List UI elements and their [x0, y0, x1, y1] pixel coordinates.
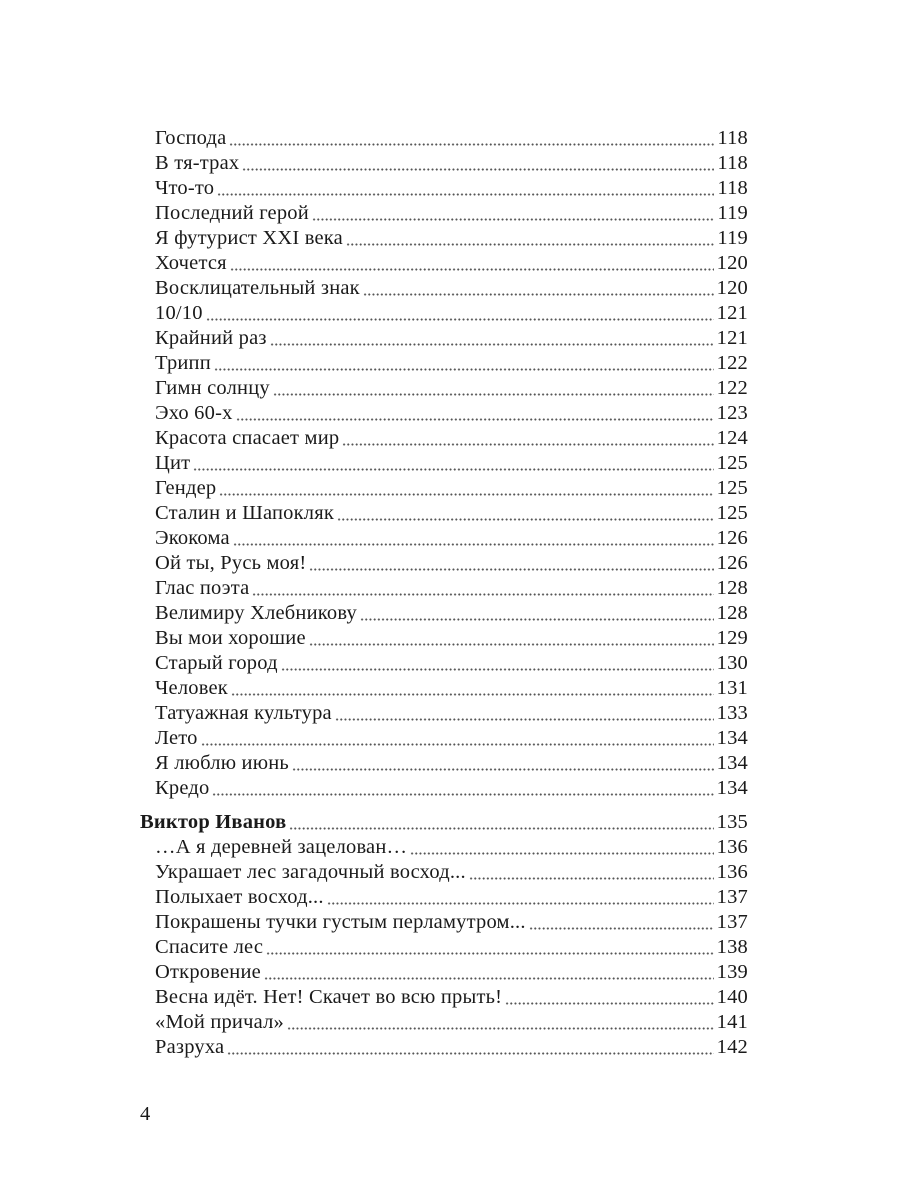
toc-dot-leader [469, 877, 714, 880]
toc-entry-title: Сталин и Шапокляк [155, 502, 334, 524]
toc-page-number: 125 [716, 452, 748, 474]
toc-page-number: 134 [716, 777, 748, 799]
toc-entry [140, 651, 748, 676]
toc-dot-leader [360, 618, 714, 621]
toc-dot-leader [505, 1002, 713, 1005]
toc-entry-title: Старый город [155, 652, 278, 674]
toc-dot-leader [214, 368, 714, 371]
toc-entry [140, 451, 748, 476]
toc-entry [140, 351, 748, 376]
toc-entry-title: Хочется [155, 252, 227, 274]
toc-dot-leader [342, 443, 713, 446]
toc-entry-title: Крайний раз [155, 327, 267, 349]
toc-page-number: 138 [716, 936, 748, 958]
toc-page-number: 120 [716, 252, 748, 274]
toc-dot-leader [289, 827, 713, 830]
toc-dot-leader [281, 668, 714, 671]
toc-page-number: 135 [716, 811, 748, 833]
toc-page-number: 120 [716, 277, 748, 299]
toc-dot-leader [309, 643, 714, 646]
toc-entry [140, 476, 748, 501]
toc-entry [140, 751, 748, 776]
toc-dot-leader [312, 218, 715, 221]
toc-dot-leader [206, 318, 714, 321]
toc-dot-leader [264, 977, 714, 980]
toc-dot-leader [230, 268, 714, 271]
toc-entry [140, 576, 748, 601]
toc-entry-title: Глас поэта [155, 577, 250, 599]
toc-dot-leader [337, 518, 714, 521]
toc-entry-title: Откровение [155, 961, 261, 983]
toc-dot-leader [212, 793, 713, 796]
toc-section-heading [140, 810, 748, 835]
toc-page-number: 126 [716, 527, 748, 549]
toc-entry-title: Красота спасает мир [155, 427, 340, 449]
toc-dot-leader [335, 718, 714, 721]
toc-entry-title: Последний герой [155, 202, 309, 224]
toc-dot-leader [236, 418, 714, 421]
toc-entry-title: Кредо [155, 777, 210, 799]
toc-entry-title: Человек [155, 677, 228, 699]
toc-dot-leader [266, 952, 714, 955]
toc-entry-title: Татуажная культура [155, 702, 332, 724]
toc-entry-title: Спасите лес [155, 936, 264, 958]
toc-entry [140, 301, 748, 326]
toc-entry [140, 776, 748, 801]
toc-entry-title: Лето [155, 727, 198, 749]
toc-entry-title: Я люблю июнь [155, 752, 289, 774]
table-of-contents [140, 126, 748, 1060]
toc-dot-leader [529, 927, 714, 930]
toc-entry [140, 726, 748, 751]
toc-page-number: 118 [717, 152, 748, 174]
toc-dot-leader [201, 743, 714, 746]
toc-page-number: 119 [717, 202, 748, 224]
toc-page-number: 119 [717, 227, 748, 249]
toc-entry [140, 226, 748, 251]
toc-page-number: 134 [716, 752, 748, 774]
toc-entry-title: Покрашены тучки густым перламутром... [155, 911, 526, 933]
toc-entry [140, 151, 748, 176]
toc-page-number: 134 [716, 727, 748, 749]
toc-entry [140, 526, 748, 551]
toc-entry-title: Господа [155, 127, 227, 149]
toc-page-number: 136 [716, 861, 748, 883]
toc-entry-title: …А я деревней зацелован… [155, 836, 408, 858]
toc-entry [140, 935, 748, 960]
toc-dot-leader [229, 143, 714, 146]
toc-page-number: 141 [716, 1011, 748, 1033]
toc-page-number: 129 [716, 627, 748, 649]
toc-entry-title: Велимиру Хлебникову [155, 602, 357, 624]
toc-page-number: 139 [716, 961, 748, 983]
toc-entry-title: В тя-трах [155, 152, 240, 174]
toc-entry [140, 860, 748, 885]
toc-entry-title: Я футурист XXI века [155, 227, 343, 249]
toc-section-title: Виктор Иванов [140, 811, 287, 833]
toc-entry [140, 701, 748, 726]
toc-entry [140, 376, 748, 401]
toc-entry [140, 176, 748, 201]
page-number: 4 [140, 1103, 151, 1125]
toc-page-number: 133 [716, 702, 748, 724]
toc-dot-leader [193, 468, 713, 471]
toc-page-number: 122 [716, 352, 748, 374]
toc-page-number: 124 [716, 427, 748, 449]
toc-entry [140, 676, 748, 701]
toc-dot-leader [227, 1052, 713, 1055]
toc-dot-leader [231, 693, 714, 696]
toc-dot-leader [363, 293, 714, 296]
toc-entry [140, 910, 748, 935]
toc-entry-title: Цит [155, 452, 191, 474]
toc-page-number: 137 [716, 911, 748, 933]
toc-entry [140, 401, 748, 426]
toc-entry [140, 1035, 748, 1060]
toc-entry [140, 1010, 748, 1035]
toc-dot-leader [287, 1027, 714, 1030]
toc-entry [140, 251, 748, 276]
toc-page-number: 140 [716, 986, 748, 1008]
toc-dot-leader [217, 193, 714, 196]
toc-entry [140, 551, 748, 576]
toc-entry [140, 426, 748, 451]
toc-entry-title: Разруха [155, 1036, 225, 1058]
toc-entry [140, 835, 748, 860]
toc-page-number: 136 [716, 836, 748, 858]
toc-entry-title: Украшает лес загадочный восход... [155, 861, 466, 883]
toc-page-number: 118 [717, 127, 748, 149]
toc-page-number: 126 [716, 552, 748, 574]
toc-entry-title: Полыхает восход... [155, 886, 324, 908]
toc-entry [140, 326, 748, 351]
toc-page-number: 137 [716, 886, 748, 908]
toc-entry-title: Весна идёт. Нет! Скачет во всю прыть! [155, 986, 503, 1008]
toc-dot-leader [233, 543, 714, 546]
toc-entry-title: 10/10 [155, 302, 203, 324]
toc-dot-leader [273, 393, 714, 396]
toc-dot-leader [242, 168, 714, 171]
toc-entry-title: Восклицательный знак [155, 277, 360, 299]
toc-entry [140, 885, 748, 910]
toc-dot-leader [270, 343, 714, 346]
toc-entry [140, 601, 748, 626]
toc-entry-title: Гендер [155, 477, 217, 499]
toc-page-number: 142 [716, 1036, 748, 1058]
toc-dot-leader [309, 568, 713, 571]
toc-page-number: 121 [716, 327, 748, 349]
toc-entry [140, 960, 748, 985]
toc-entry [140, 985, 748, 1010]
toc-page-number: 125 [716, 477, 748, 499]
toc-entry-title: Вы мои хорошие [155, 627, 306, 649]
toc-entry-title: Эхо 60-х [155, 402, 233, 424]
toc-dot-leader [410, 852, 713, 855]
toc-entry [140, 201, 748, 226]
toc-page-number: 131 [716, 677, 748, 699]
toc-page-number: 123 [716, 402, 748, 424]
toc-page-number: 118 [717, 177, 748, 199]
toc-entry-title: Трипп [155, 352, 211, 374]
toc-entry-title: Экокома [155, 527, 230, 549]
toc-dot-leader [292, 768, 714, 771]
toc-dot-leader [346, 243, 714, 246]
toc-entry [140, 276, 748, 301]
toc-entry-title: Ой ты, Русь моя! [155, 552, 307, 574]
toc-entry [140, 126, 748, 151]
toc-dot-leader [327, 902, 714, 905]
toc-entry [140, 626, 748, 651]
toc-page-number: 128 [716, 577, 748, 599]
toc-dot-leader [252, 593, 713, 596]
toc-page-number: 130 [716, 652, 748, 674]
toc-entry-title: Гимн солнцу [155, 377, 270, 399]
toc-page-number: 125 [716, 502, 748, 524]
toc-entry-title: Что-то [155, 177, 215, 199]
toc-entry [140, 501, 748, 526]
toc-page-number: 122 [716, 377, 748, 399]
toc-dot-leader [219, 493, 713, 496]
toc-page-number: 128 [716, 602, 748, 624]
toc-entry-title: «Мой причал» [155, 1011, 284, 1033]
toc-page-number: 121 [716, 302, 748, 324]
